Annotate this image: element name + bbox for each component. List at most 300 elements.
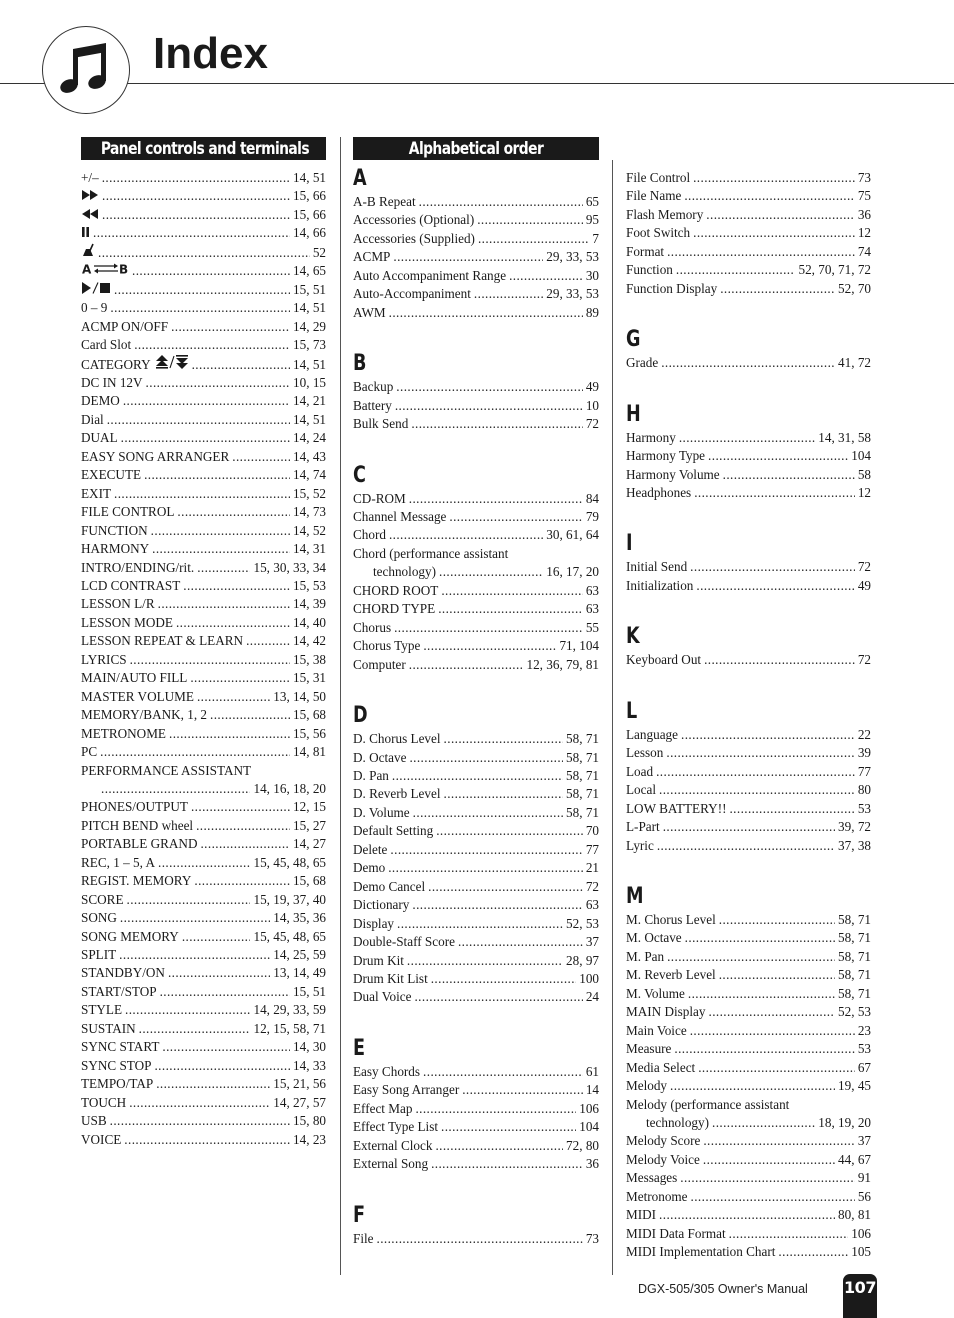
leader-dots — [124, 1131, 290, 1149]
index-entry-term — [353, 637, 420, 655]
index-entry-term — [626, 1206, 656, 1224]
index-entry — [626, 763, 871, 781]
index-entry-label: D. Volume — [353, 804, 410, 820]
leader-dots — [110, 1112, 290, 1130]
index-entry-term — [81, 224, 90, 242]
index-entry-label: CHORD TYPE — [353, 601, 436, 617]
index-entry — [353, 896, 599, 914]
index-entry-term — [81, 336, 131, 354]
index-entry-term — [81, 632, 243, 650]
index-entry-label: Local — [626, 782, 657, 798]
index-entry-term — [626, 187, 681, 205]
index-entry-term — [353, 749, 406, 767]
index-entry-label: Measure — [626, 1041, 672, 1057]
leader-dots — [160, 983, 290, 1001]
index-entry — [626, 929, 871, 947]
index-entry-label: PHONES/OUTPUT — [81, 799, 188, 815]
index-entry — [353, 526, 599, 544]
index-entry-term — [626, 484, 691, 502]
index-entry-term — [626, 911, 716, 929]
ab-repeat-icon — [81, 262, 129, 280]
index-entry-pages: 49 — [857, 577, 871, 593]
index-entry-pages: 15, 38 — [293, 651, 326, 667]
index-entry-label: INTRO/ENDING/rit. — [81, 559, 195, 575]
index-entry-term — [626, 1003, 706, 1021]
index-entry-label: Melody Score — [626, 1133, 701, 1149]
leader-dots — [191, 798, 290, 816]
leader-dots — [388, 859, 583, 877]
index-entry-term — [81, 595, 155, 613]
index-entry — [81, 206, 326, 224]
index-entry-term — [626, 1243, 775, 1261]
index-entry — [81, 485, 326, 503]
index-entry-pages: 14, 40 — [293, 614, 326, 630]
index-entry-term — [626, 354, 658, 372]
index-entry-pages: 58, 71 — [566, 786, 599, 802]
index-entry — [353, 1155, 599, 1173]
leader-dots — [656, 763, 855, 781]
index-entry-term — [626, 781, 656, 799]
index-entry — [353, 656, 599, 674]
index-entry-term — [81, 577, 180, 595]
leader-dots — [120, 909, 270, 927]
leader-dots — [688, 985, 835, 1003]
leader-dots — [409, 749, 563, 767]
index-entry-pages: 14, 27, 57 — [273, 1094, 326, 1110]
index-entry-label: LESSON MODE — [81, 614, 173, 630]
index-entry-pages: 15, 66 — [293, 188, 326, 204]
index-entry-term — [353, 304, 386, 322]
index-entry-pages: 14, 51 — [293, 411, 326, 427]
index-entry-label: Chorus — [353, 619, 392, 635]
index-entry-term — [626, 1040, 671, 1058]
section-gap — [353, 434, 599, 462]
leader-dots — [102, 169, 290, 187]
index-entry-term — [626, 763, 653, 781]
index-entry — [81, 411, 326, 429]
index-entry — [626, 911, 871, 929]
index-entry-label: SUSTAIN — [81, 1020, 136, 1036]
index-entry-pages: 72 — [857, 559, 871, 575]
index-entry — [626, 429, 871, 447]
index-entry — [353, 600, 599, 618]
index-entry-label: Keyboard Out — [626, 652, 702, 668]
index-entry-label: Harmony — [626, 429, 676, 445]
index-entry — [81, 780, 326, 798]
index-entry-label: SONG MEMORY — [81, 928, 179, 944]
section-letter: I — [626, 531, 633, 557]
section-letter: A — [353, 166, 367, 191]
index-entry-term — [81, 743, 97, 761]
index-entry-term — [626, 985, 685, 1003]
index-entry-term — [626, 1077, 667, 1095]
index-entry-label: M. Octave — [626, 930, 682, 946]
index-entry-pages: 12 — [857, 225, 871, 241]
index-entry-label: Drum Kit — [353, 952, 404, 968]
index-entry-pages: 104 — [579, 1119, 599, 1135]
index-entry-term — [81, 798, 188, 816]
leader-dots — [659, 1206, 835, 1224]
index-entry — [353, 267, 599, 285]
leader-dots — [232, 448, 290, 466]
index-entry — [81, 299, 326, 317]
index-entry-label: FILE CONTROL — [81, 504, 175, 520]
leader-dots — [132, 262, 290, 280]
index-entry-pages: 18, 19, 20 — [818, 1114, 871, 1130]
index-entry-term — [353, 248, 390, 266]
index-entry-label: Dial — [81, 411, 104, 427]
index-entry-label: +/– — [81, 170, 99, 185]
index-entry-pages: 15, 80 — [293, 1113, 326, 1129]
section-letter: C — [353, 462, 366, 488]
index-entry-term — [353, 730, 441, 748]
index-entry-label: TOUCH — [81, 1094, 127, 1110]
index-entry-pages: 14, 51 — [293, 170, 326, 185]
leader-dots — [690, 1022, 855, 1040]
index-entry — [626, 1132, 871, 1150]
index-entry-pages: 29, 33, 53 — [546, 249, 599, 265]
index-entry-pages: 14, 30 — [293, 1039, 326, 1055]
leader-dots — [93, 224, 290, 242]
index-entry — [626, 1206, 871, 1224]
leader-dots — [397, 915, 563, 933]
index-entry-label: MAIN Display — [626, 1004, 706, 1020]
category-updown-icon — [155, 355, 189, 374]
index-entry — [81, 891, 326, 909]
index-entry — [81, 392, 326, 410]
leader-dots — [176, 614, 290, 632]
index-entry — [81, 1131, 326, 1149]
index-entry-term — [353, 211, 474, 229]
leader-dots — [477, 211, 583, 229]
index-entry — [81, 1075, 326, 1093]
leader-dots — [723, 466, 855, 484]
index-entry-label: D. Reverb Level — [353, 786, 441, 802]
index-entry-label: START/STOP — [81, 983, 157, 999]
index-entry — [81, 187, 326, 205]
index-entry-pages: 63 — [585, 601, 599, 617]
leader-dots — [130, 651, 290, 669]
index-entry-pages: 37 — [585, 934, 599, 950]
index-entry-pages: 15, 52 — [293, 485, 326, 501]
play-stop-icon — [81, 281, 111, 299]
index-entry-pages: 13, 14, 49 — [273, 965, 326, 981]
index-entry-label: Melody Voice — [626, 1151, 700, 1167]
leader-dots — [685, 929, 835, 947]
index-entry — [626, 1040, 871, 1058]
index-entry-term — [81, 669, 187, 687]
index-entry-term — [626, 966, 716, 984]
index-entry — [81, 503, 326, 521]
index-entry-pages: 58 — [857, 466, 871, 482]
index-entry-label: Drum Kit List — [353, 970, 428, 986]
index-entry-label: Format — [626, 243, 665, 259]
leader-dots — [409, 490, 583, 508]
section-gap — [626, 855, 871, 883]
index-entry-term — [353, 285, 471, 303]
index-entry-label: Accessories (Supplied) — [353, 230, 475, 246]
index-entry-pages: 77 — [585, 841, 599, 857]
index-entry-label: EXIT — [81, 485, 112, 501]
index-entry — [81, 928, 326, 946]
index-entry-pages: 29, 33, 53 — [546, 286, 599, 302]
index-entry — [81, 429, 326, 447]
index-entry-term — [353, 1100, 412, 1118]
index-entry-pages: 14, 52 — [293, 522, 326, 538]
index-entry — [353, 952, 599, 970]
index-entry — [353, 304, 599, 322]
index-entry-term — [81, 928, 179, 946]
index-entry-term — [81, 262, 129, 280]
index-entry — [353, 248, 599, 266]
index-entry-pages: 15, 66 — [293, 206, 326, 222]
index-entry-label: M. Chorus Level — [626, 911, 716, 927]
index-entry — [81, 743, 326, 761]
index-entry-pages: 91 — [857, 1170, 871, 1186]
index-entry-term — [81, 725, 166, 743]
index-entry-pages: 106 — [579, 1100, 599, 1116]
index-entry — [81, 559, 326, 577]
index-entry-term — [353, 600, 435, 618]
index-entry-label: LCD CONTRAST — [81, 577, 181, 593]
index-entry-label: Foot Switch — [626, 225, 691, 241]
leader-dots — [411, 415, 582, 433]
index-entry-label: STYLE — [81, 1002, 123, 1018]
index-entry-label: Main Voice — [626, 1022, 687, 1038]
index-entry-pages: 14, 29, 33, 59 — [253, 1002, 326, 1018]
index-entry-pages: 15, 56 — [293, 725, 326, 741]
leader-dots — [101, 780, 250, 798]
panel-controls-list — [81, 169, 326, 1149]
index-entry-term — [81, 299, 107, 317]
index-entry-pages: 15, 73 — [293, 337, 326, 353]
index-entry-pages: 14, 33 — [293, 1057, 326, 1073]
leader-dots — [509, 267, 583, 285]
section-letter: B — [353, 351, 367, 377]
index-entry-term — [81, 318, 168, 336]
index-entry-term — [353, 822, 433, 840]
leader-dots — [684, 187, 855, 205]
index-entry-pages: 106 — [851, 1225, 871, 1241]
leader-dots — [698, 1059, 855, 1077]
index-entry-term — [81, 909, 117, 927]
index-entry — [353, 619, 599, 637]
section-gap — [353, 1007, 599, 1035]
index-entry — [626, 280, 871, 298]
index-entry-pages: 12 — [857, 484, 871, 500]
leader-dots — [691, 1188, 855, 1206]
index-entry-term — [81, 891, 124, 909]
index-entry — [81, 854, 326, 872]
leader-dots — [125, 1001, 250, 1019]
index-entry-term — [353, 970, 428, 988]
index-entry-pages: 14, 74 — [293, 467, 326, 483]
index-entry-term — [81, 1001, 122, 1019]
leader-dots — [659, 781, 855, 799]
index-entry — [81, 909, 326, 927]
index-entry — [81, 1038, 326, 1056]
index-entry — [626, 948, 871, 966]
section-letter: K — [626, 624, 640, 650]
index-entry-pages: 22 — [857, 726, 871, 742]
index-entry-label: VOICE — [81, 1131, 122, 1147]
index-entry-label: PORTABLE GRAND — [81, 836, 198, 852]
index-entry-pages: 72, 80 — [566, 1137, 599, 1153]
index-entry-label: External Clock — [353, 1137, 433, 1153]
index-entry-pages: 7 — [592, 230, 599, 246]
index-entry-term — [353, 619, 391, 637]
index-entry-pages: 95 — [585, 212, 599, 228]
leader-dots — [177, 503, 290, 521]
index-entry-label: Flash Memory — [626, 206, 704, 222]
index-entry-pages: 14 — [585, 1082, 599, 1098]
index-entry-term — [353, 415, 408, 433]
index-entry-continuation: technology) — [373, 564, 436, 580]
index-entry-term — [626, 744, 663, 762]
index-entry-term — [81, 522, 148, 540]
leader-dots — [415, 1100, 576, 1118]
index-entry-label: LOW BATTERY!! — [626, 800, 727, 816]
index-entry-term — [81, 355, 189, 374]
index-entry-pages: 41, 72 — [838, 355, 871, 371]
index-entry-label: SCORE — [81, 891, 124, 907]
index-entry-label: Load — [626, 763, 654, 779]
index-entry-label: Function — [626, 262, 673, 278]
index-entry-label: Computer — [353, 656, 406, 672]
index-entry — [353, 730, 599, 748]
index-entry-term — [81, 429, 118, 447]
leader-dots — [719, 911, 835, 929]
index-entry — [353, 1081, 599, 1099]
leader-dots — [478, 230, 589, 248]
leader-dots — [666, 744, 854, 762]
page-number: 107 — [843, 1274, 877, 1318]
index-entry-pages: 39 — [857, 745, 871, 761]
leader-dots — [182, 928, 251, 946]
index-entry-label: M. Pan — [626, 948, 665, 964]
index-entry-pages: 14, 42 — [293, 633, 326, 649]
index-entry-term: PERFORMANCE ASSISTANT — [81, 762, 252, 778]
index-entry — [353, 767, 599, 785]
index-entry — [81, 224, 326, 242]
leader-dots — [667, 243, 855, 261]
index-entry-pages: 15, 53 — [293, 577, 326, 593]
index-entry-pages: 14, 31, 58 — [818, 429, 871, 445]
index-entry-pages: 72 — [585, 878, 599, 894]
index-entry — [626, 224, 871, 242]
index-entry-label: MIDI Implementation Chart — [626, 1244, 776, 1260]
section-letter: F — [353, 1202, 366, 1228]
leader-dots — [431, 1155, 583, 1173]
index-entry-term — [353, 804, 410, 822]
index-entry — [81, 262, 326, 280]
leader-dots — [413, 804, 563, 822]
index-entry-pages: 80, 81 — [838, 1207, 871, 1223]
leader-dots — [129, 1094, 270, 1112]
index-entry-label: Bulk Send — [353, 416, 409, 432]
index-entry-pages: 36 — [585, 1156, 599, 1172]
pause-icon — [81, 224, 90, 242]
index-entry-term — [353, 952, 404, 970]
leader-dots — [458, 933, 583, 951]
index-entry-label: Effect Type List — [353, 1119, 439, 1135]
index-entry-label: Metronome — [626, 1188, 688, 1204]
section-gap — [353, 674, 599, 702]
index-entry — [353, 841, 599, 859]
index-entry-term — [353, 1137, 432, 1155]
index-entry-term — [626, 1132, 700, 1150]
index-entry — [626, 744, 871, 762]
index-entry-term: Chord (performance assistant — [353, 545, 509, 561]
index-entry-pages: 52 — [312, 244, 326, 260]
index-entry-label: ACMP — [353, 249, 391, 265]
index-entry-label: File Name — [626, 188, 682, 204]
leader-dots — [102, 206, 290, 224]
index-entry-label: DC IN 12V — [81, 374, 143, 390]
index-entry-term — [626, 651, 701, 669]
index-entry-label: SPLIT — [81, 947, 117, 963]
index-entry-pages: 14, 25, 59 — [273, 947, 326, 963]
index-entry-term — [81, 411, 104, 429]
index-entry-pages: 58, 71 — [838, 985, 871, 1001]
index-entry — [81, 651, 326, 669]
index-entry-term — [626, 169, 690, 187]
index-entry-label: SONG — [81, 910, 117, 926]
index-entry — [81, 1112, 326, 1130]
index-entry-term — [353, 915, 394, 933]
index-entry — [626, 1022, 871, 1040]
index-entry-label: CATEGORY — [81, 356, 151, 372]
index-entry — [626, 1151, 871, 1169]
index-entry-label: Channel Message — [353, 508, 447, 524]
index-entry-label: Language — [626, 726, 678, 742]
section-letter: G — [626, 327, 641, 353]
leader-dots — [693, 169, 855, 187]
index-entry-label: M. Volume — [626, 985, 685, 1001]
leader-dots — [100, 743, 290, 761]
leader-dots — [390, 841, 582, 859]
section-letter: L — [626, 698, 638, 724]
svg-text:B: B — [119, 262, 129, 276]
index-entry-term — [81, 503, 174, 521]
index-entry-pages: 14, 43 — [293, 448, 326, 464]
leader-dots — [192, 356, 290, 374]
index-entry — [81, 281, 326, 299]
leader-dots — [444, 730, 563, 748]
index-entry — [353, 988, 599, 1006]
leader-dots — [127, 891, 251, 909]
index-entry-pages: 14, 21 — [293, 393, 326, 409]
index-entry-label: Demo Cancel — [353, 878, 426, 894]
leader-dots — [110, 299, 290, 317]
index-entry-label: AWM — [353, 304, 386, 320]
index-entry — [81, 1057, 326, 1075]
leader-dots — [196, 817, 290, 835]
index-entry — [81, 983, 326, 1001]
leader-dots — [114, 281, 290, 299]
index-entry-pages: 58, 71 — [838, 967, 871, 983]
index-entry-label: Easy Song Arranger — [353, 1082, 460, 1098]
leader-dots — [706, 206, 855, 224]
index-entry-term — [626, 800, 726, 818]
index-entry — [353, 582, 599, 600]
leader-dots — [98, 244, 310, 262]
index-entry — [353, 970, 599, 988]
leader-dots — [439, 563, 543, 581]
index-entry-term — [353, 1081, 459, 1099]
index-entry — [353, 915, 599, 933]
index-entry-term — [626, 429, 676, 447]
